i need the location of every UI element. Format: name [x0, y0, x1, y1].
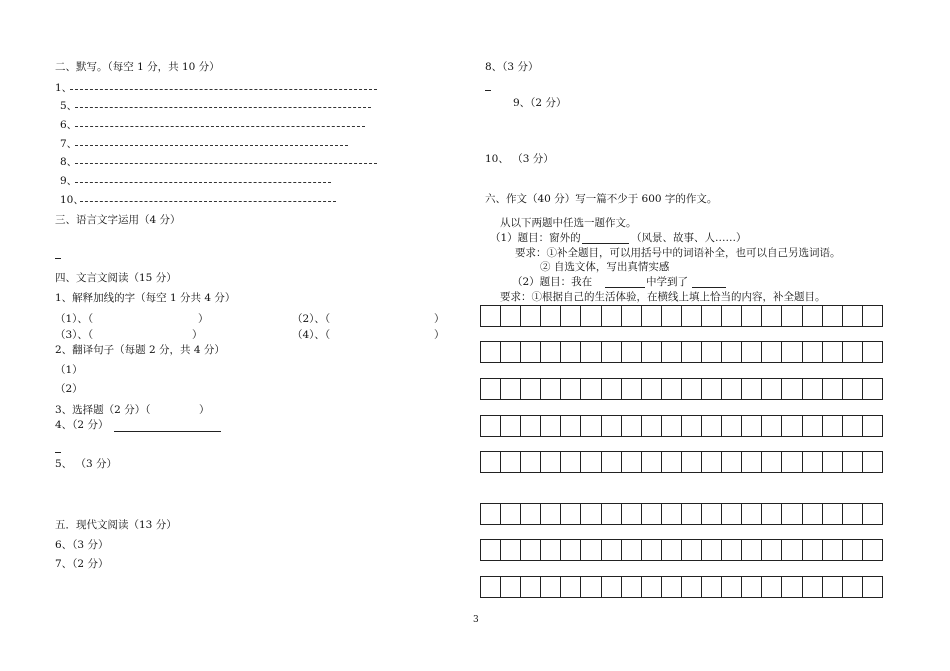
writing-grid-cell[interactable]: [521, 416, 541, 436]
writing-grid-cell[interactable]: [742, 416, 762, 436]
writing-grid-cell[interactable]: [581, 504, 601, 524]
writing-grid-cell[interactable]: [662, 540, 682, 560]
q1-item-1: （1）、（: [55, 313, 94, 325]
writing-grid-cell[interactable]: [481, 306, 501, 326]
dictation-item-1-label: 1、: [55, 82, 73, 94]
q2-item-1: （1）: [55, 364, 83, 376]
writing-grid-cell[interactable]: [843, 379, 863, 399]
writing-grid-cell[interactable]: [823, 504, 843, 524]
writing-grid-cell[interactable]: [501, 452, 521, 472]
writing-grid-cell[interactable]: [642, 452, 662, 472]
dictation-item-9-label: 9、: [60, 175, 78, 187]
writing-grid-cell[interactable]: [823, 540, 843, 560]
writing-grid-cell[interactable]: [803, 452, 823, 472]
writing-grid-cell[interactable]: [581, 416, 601, 436]
writing-grid-cell[interactable]: [642, 577, 662, 597]
writing-grid-cell[interactable]: [602, 416, 622, 436]
writing-grid-cell[interactable]: [702, 540, 722, 560]
q4-answer-line[interactable]: [114, 431, 221, 432]
writing-grid-cell[interactable]: [642, 342, 662, 362]
writing-grid-cell[interactable]: [762, 342, 782, 362]
writing-grid-cell[interactable]: [521, 452, 541, 472]
writing-grid-cell[interactable]: [702, 306, 722, 326]
q1-item-1-close: ）: [198, 313, 209, 325]
writing-grid-cell[interactable]: [722, 379, 742, 399]
requirement-2: ② 自选文体，写出真情实感: [540, 261, 670, 273]
writing-grid-cell[interactable]: [541, 342, 561, 362]
writing-grid-cell[interactable]: [803, 342, 823, 362]
writing-grid-cell[interactable]: [722, 416, 742, 436]
writing-grid-cell[interactable]: [501, 504, 521, 524]
dictation-item-8-label: 8、: [60, 156, 78, 168]
writing-grid-cell[interactable]: [762, 306, 782, 326]
writing-grid-cell[interactable]: [682, 306, 702, 326]
writing-grid-row[interactable]: [480, 378, 883, 400]
q1-item-2: （2）、（: [292, 313, 331, 325]
writing-grid-cell[interactable]: [682, 540, 702, 560]
writing-grid-cell[interactable]: [501, 379, 521, 399]
q7-title: 7、（2 分）: [55, 558, 109, 570]
writing-grid-cell[interactable]: [722, 342, 742, 362]
topic-2-blank-2[interactable]: [692, 287, 726, 288]
writing-grid-cell[interactable]: [843, 416, 863, 436]
writing-grid-cell[interactable]: [561, 540, 581, 560]
topic-2-middle: 中学到了: [646, 276, 688, 288]
writing-grid-cell[interactable]: [501, 577, 521, 597]
writing-grid-cell[interactable]: [682, 452, 702, 472]
writing-grid-cell[interactable]: [742, 540, 762, 560]
writing-grid-cell[interactable]: [561, 379, 581, 399]
writing-grid-cell[interactable]: [622, 452, 642, 472]
q4-title: 4、（2 分）: [55, 419, 109, 431]
writing-grid-cell[interactable]: [581, 306, 601, 326]
writing-grid-cell[interactable]: [863, 540, 882, 560]
writing-grid-cell[interactable]: [642, 504, 662, 524]
writing-grid-row[interactable]: [480, 305, 883, 327]
section-3-title: 三、语言文字运用（4 分）: [55, 214, 181, 226]
writing-grid-cell[interactable]: [722, 504, 742, 524]
writing-grid-cell[interactable]: [481, 540, 501, 560]
section-4-title: 四、文言文阅读（15 分）: [55, 272, 177, 284]
writing-grid-cell[interactable]: [602, 306, 622, 326]
topic-2-prefix: （2）题目：我在: [512, 276, 593, 288]
q6-title: 6、（3 分）: [55, 539, 109, 551]
writing-grid-cell[interactable]: [722, 540, 742, 560]
writing-grid-cell[interactable]: [662, 342, 682, 362]
writing-grid-cell[interactable]: [742, 379, 762, 399]
writing-grid-cell[interactable]: [803, 306, 823, 326]
writing-grid-cell[interactable]: [863, 452, 882, 472]
writing-grid-cell[interactable]: [702, 452, 722, 472]
writing-grid-cell[interactable]: [742, 577, 762, 597]
writing-grid-cell[interactable]: [602, 504, 622, 524]
writing-grid-cell[interactable]: [843, 504, 863, 524]
dictation-line-6[interactable]: [75, 126, 365, 127]
writing-grid-cell[interactable]: [863, 342, 882, 362]
stray-mark: [55, 258, 61, 259]
writing-grid-cell[interactable]: [782, 379, 802, 399]
writing-grid-cell[interactable]: [501, 416, 521, 436]
writing-grid-cell[interactable]: [581, 452, 601, 472]
writing-grid-cell[interactable]: [602, 540, 622, 560]
writing-grid-cell[interactable]: [662, 416, 682, 436]
writing-grid-cell[interactable]: [561, 452, 581, 472]
writing-grid-row[interactable]: [480, 451, 883, 473]
topic-2-blank-1[interactable]: [605, 287, 645, 288]
writing-grid-cell[interactable]: [501, 306, 521, 326]
writing-grid-cell[interactable]: [843, 306, 863, 326]
writing-grid-cell[interactable]: [702, 379, 722, 399]
writing-grid-cell[interactable]: [722, 306, 742, 326]
writing-grid-cell[interactable]: [541, 452, 561, 472]
writing-grid-row[interactable]: [480, 576, 883, 598]
section-5-title: 五．现代文阅读（13 分）: [55, 519, 177, 531]
writing-grid-cell[interactable]: [682, 416, 702, 436]
dictation-line-10[interactable]: [80, 201, 336, 202]
dictation-item-5-label: 5、: [60, 100, 78, 112]
writing-grid-cell[interactable]: [521, 540, 541, 560]
writing-grid-cell[interactable]: [561, 306, 581, 326]
writing-grid-cell[interactable]: [742, 504, 762, 524]
writing-grid-cell[interactable]: [561, 504, 581, 524]
writing-grid-cell[interactable]: [843, 577, 863, 597]
writing-grid-cell[interactable]: [843, 540, 863, 560]
writing-grid-cell[interactable]: [662, 577, 682, 597]
writing-grid-cell[interactable]: [541, 504, 561, 524]
writing-grid-cell[interactable]: [521, 342, 541, 362]
q1-item-4-close: ）: [434, 329, 445, 341]
section-2-title: 二、默写。（每空 1 分，共 10 分）: [55, 61, 220, 73]
writing-grid-cell[interactable]: [642, 306, 662, 326]
writing-grid-cell[interactable]: [722, 452, 742, 472]
q2-item-2: （2）: [55, 383, 83, 395]
writing-grid-cell[interactable]: [863, 416, 882, 436]
writing-grid-cell[interactable]: [823, 577, 843, 597]
writing-grid-cell[interactable]: [682, 504, 702, 524]
dictation-item-7-label: 7、: [60, 138, 78, 150]
writing-grid-cell[interactable]: [642, 416, 662, 436]
writing-grid-cell[interactable]: [682, 577, 702, 597]
writing-grid-cell[interactable]: [581, 540, 601, 560]
stray-mark: [55, 452, 61, 453]
writing-grid-cell[interactable]: [742, 306, 762, 326]
writing-grid-cell[interactable]: [481, 342, 501, 362]
q5-title: 5、 （3 分）: [55, 458, 118, 470]
writing-grid-cell[interactable]: [481, 452, 501, 472]
writing-grid-cell[interactable]: [561, 577, 581, 597]
writing-grid-row[interactable]: [480, 539, 883, 561]
writing-grid-cell[interactable]: [581, 379, 601, 399]
writing-grid-cell[interactable]: [501, 342, 521, 362]
writing-grid-cell[interactable]: [702, 416, 722, 436]
writing-grid-cell[interactable]: [762, 379, 782, 399]
topic-1-blank[interactable]: [582, 243, 629, 244]
requirement-1: 要求：①补全题目，可以用括号中的词语补全，也可以自己另选词语。: [515, 247, 841, 259]
writing-grid-cell[interactable]: [803, 504, 823, 524]
q10-title: 10、 （3 分）: [485, 153, 554, 165]
writing-grid-cell[interactable]: [662, 379, 682, 399]
writing-grid-cell[interactable]: [702, 504, 722, 524]
writing-grid-cell[interactable]: [762, 540, 782, 560]
section-6-title: 六、作文（40 分）写一篇不少于 600 字的作文。: [485, 193, 718, 205]
writing-grid-cell[interactable]: [662, 452, 682, 472]
writing-grid-cell[interactable]: [521, 577, 541, 597]
writing-grid-cell[interactable]: [863, 577, 882, 597]
writing-grid-cell[interactable]: [541, 416, 561, 436]
writing-grid-cell[interactable]: [803, 577, 823, 597]
writing-grid-cell[interactable]: [622, 379, 642, 399]
writing-grid-cell[interactable]: [762, 504, 782, 524]
writing-grid-cell[interactable]: [561, 342, 581, 362]
stray-mark: [485, 90, 491, 91]
dictation-line-7[interactable]: [75, 145, 348, 146]
q1-item-3-close: ）: [192, 329, 203, 341]
writing-grid-cell[interactable]: [581, 342, 601, 362]
dictation-line-9[interactable]: [75, 182, 331, 183]
writing-grid-cell[interactable]: [541, 379, 561, 399]
writing-grid-cell[interactable]: [602, 342, 622, 362]
q1-item-4: （4）、（: [292, 329, 331, 341]
writing-grid-cell[interactable]: [642, 379, 662, 399]
writing-grid-cell[interactable]: [602, 577, 622, 597]
writing-grid-cell[interactable]: [823, 342, 843, 362]
dictation-item-6-label: 6、: [60, 119, 78, 131]
writing-grid-cell[interactable]: [702, 342, 722, 362]
writing-grid-cell[interactable]: [682, 342, 702, 362]
writing-grid-cell[interactable]: [742, 342, 762, 362]
writing-grid-cell[interactable]: [742, 452, 762, 472]
essay-intro: 从以下两题中任选一题作文。: [500, 217, 637, 229]
writing-grid-cell[interactable]: [622, 504, 642, 524]
writing-grid-cell[interactable]: [823, 416, 843, 436]
writing-grid-cell[interactable]: [541, 540, 561, 560]
writing-grid-cell[interactable]: [702, 577, 722, 597]
writing-grid-cell[interactable]: [782, 577, 802, 597]
writing-grid-cell[interactable]: [782, 540, 802, 560]
writing-grid-cell[interactable]: [782, 504, 802, 524]
writing-grid-cell[interactable]: [782, 416, 802, 436]
page-number: 3: [473, 615, 479, 625]
writing-grid-cell[interactable]: [762, 452, 782, 472]
writing-grid-cell[interactable]: [521, 504, 541, 524]
writing-grid-cell[interactable]: [722, 577, 742, 597]
writing-grid-cell[interactable]: [622, 540, 642, 560]
writing-grid-cell[interactable]: [863, 504, 882, 524]
q3-title: 3、选择题（2 分）（: [55, 404, 151, 416]
writing-grid-cell[interactable]: [782, 452, 802, 472]
writing-grid-cell[interactable]: [622, 306, 642, 326]
writing-grid-row[interactable]: [480, 415, 883, 437]
writing-grid-cell[interactable]: [622, 577, 642, 597]
q2-title: 2、翻译句子（每题 2 分，共 4 分）: [55, 344, 225, 356]
writing-grid-cell[interactable]: [521, 306, 541, 326]
writing-grid-cell[interactable]: [863, 379, 882, 399]
writing-grid-cell[interactable]: [823, 452, 843, 472]
writing-grid-row[interactable]: [480, 341, 883, 363]
writing-grid-row[interactable]: [480, 503, 883, 525]
writing-grid-cell[interactable]: [782, 342, 802, 362]
writing-grid-cell[interactable]: [662, 504, 682, 524]
writing-grid-cell[interactable]: [662, 306, 682, 326]
writing-grid-cell[interactable]: [762, 416, 782, 436]
writing-grid-cell[interactable]: [541, 577, 561, 597]
writing-grid-cell[interactable]: [561, 416, 581, 436]
writing-grid-cell[interactable]: [541, 306, 561, 326]
writing-grid-cell[interactable]: [843, 342, 863, 362]
writing-grid-cell[interactable]: [481, 577, 501, 597]
writing-grid-cell[interactable]: [803, 540, 823, 560]
dictation-item-10-label: 10、: [60, 194, 84, 206]
writing-grid-cell[interactable]: [622, 416, 642, 436]
writing-grid-cell[interactable]: [622, 342, 642, 362]
writing-grid-cell[interactable]: [602, 379, 622, 399]
writing-grid-cell[interactable]: [481, 416, 501, 436]
dictation-line-5[interactable]: [75, 107, 371, 108]
writing-grid-cell[interactable]: [481, 379, 501, 399]
q1-item-2-close: ）: [434, 313, 445, 325]
writing-grid-cell[interactable]: [521, 379, 541, 399]
writing-grid-cell[interactable]: [642, 540, 662, 560]
q1-item-3: （3）、（: [55, 329, 94, 341]
writing-grid-cell[interactable]: [803, 416, 823, 436]
writing-grid-cell[interactable]: [501, 540, 521, 560]
writing-grid-cell[interactable]: [602, 452, 622, 472]
q1-title: 1、解释加线的字（每空 1 分共 4 分）: [55, 292, 236, 304]
writing-grid-cell[interactable]: [782, 306, 802, 326]
writing-grid-cell[interactable]: [481, 504, 501, 524]
q9-title: 9、（2 分）: [513, 97, 567, 109]
writing-grid-cell[interactable]: [803, 379, 823, 399]
writing-grid-cell[interactable]: [843, 452, 863, 472]
writing-grid-cell[interactable]: [762, 577, 782, 597]
writing-grid-cell[interactable]: [823, 379, 843, 399]
q8-title: 8、（3 分）: [485, 61, 539, 73]
dictation-line-8[interactable]: [75, 163, 377, 164]
q3-close: ）: [199, 404, 210, 416]
writing-grid-cell[interactable]: [581, 577, 601, 597]
topic-1-prefix: （1）题目：窗外的: [490, 232, 581, 244]
writing-grid-cell[interactable]: [823, 306, 843, 326]
topic-1-suffix: （风景、故事、人……）: [631, 232, 747, 244]
writing-grid-cell[interactable]: [863, 306, 882, 326]
requirement-3: 要求：①根据自己的生活体验，在横线上填上恰当的内容，补全题目。: [500, 291, 826, 303]
writing-grid-cell[interactable]: [682, 379, 702, 399]
dictation-line-1[interactable]: [70, 89, 377, 90]
